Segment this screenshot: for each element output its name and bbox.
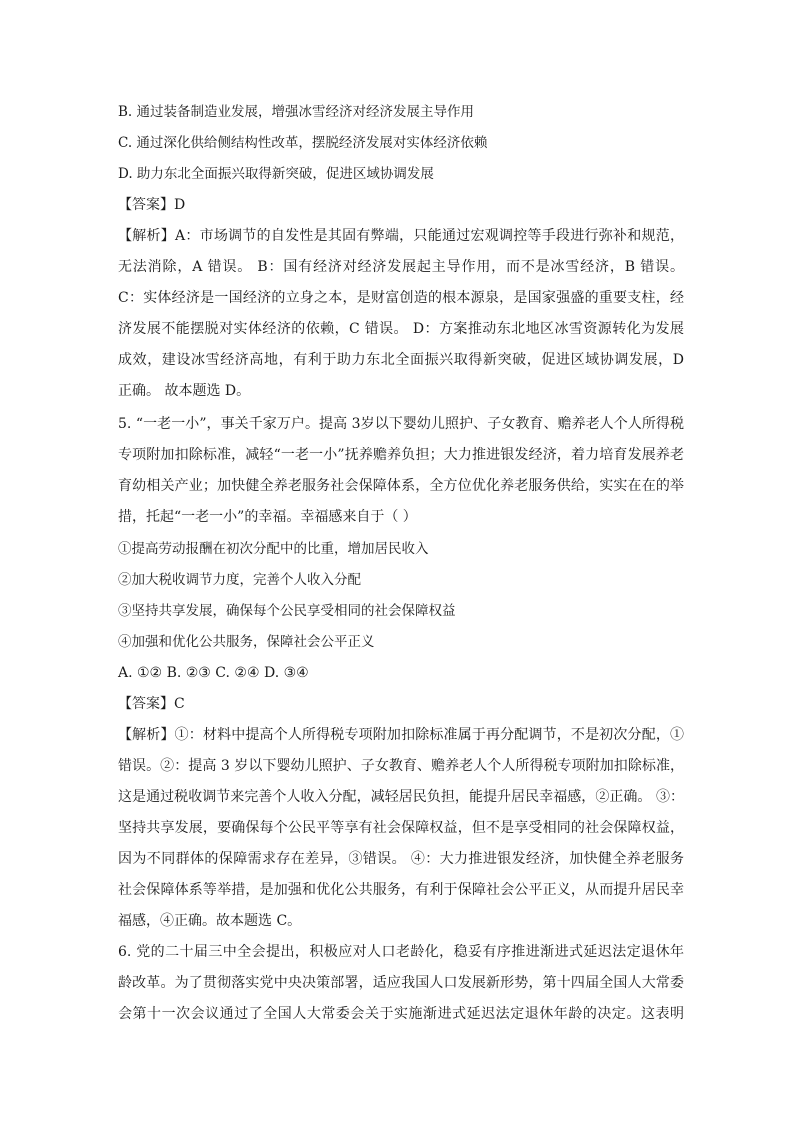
q5-item: ①提高劳动报酬在初次分配中的比重，增加居民收入 bbox=[118, 541, 429, 557]
q6-stem-line: 龄改革。为了贯彻落实党中央决策部署，适应我国人口发展新形势，第十四届全国人大常委 bbox=[118, 975, 684, 991]
q5-item: ③坚持共享发展，确保每个公民享受相同的社会保障权益 bbox=[118, 603, 456, 619]
q5-analysis-line: 这是通过税收调节来完善个人收入分配，减轻居民负担，能提升居民幸福感，②正确。 ③： bbox=[118, 789, 684, 805]
q4-analysis-line: C：实体经济是一国经济的立身之本，是财富创造的根本源泉，是国家强盛的重要支柱，经 bbox=[118, 290, 684, 306]
q5-choices: A. ①② B. ②③ C. ②④ D. ③④ bbox=[118, 665, 309, 681]
q4-option-b: B. 通过装备制造业发展，增强冰雪经济对经济发展主导作用 bbox=[118, 104, 475, 120]
q5-analysis-line: 错误。②：提高 3 岁以下婴幼儿照护、子女教育、赡养老人个人所得税专项附加扣除标准， bbox=[118, 758, 684, 774]
q4-option-c: C. 通过深化供给侧结构性改革，摆脱经济发展对实体经济依赖 bbox=[118, 135, 488, 151]
q5-analysis-line: 因为不同群体的保障需求存在差异，③错误。 ④：大力推进银发经济，加快健全养老服务 bbox=[118, 851, 684, 867]
q5-analysis-line: 【解析】①：材料中提高个人所得税专项附加扣除标准属于再分配调节，不是初次分配，① bbox=[118, 727, 684, 743]
q6-stem-line: 6. 党的二十届三中全会提出，积极应对人口老龄化，稳妥有序推进渐进式延迟法定退休年 bbox=[118, 944, 684, 960]
q5-stem-line: 育幼相关产业；加快健全养老服务社会保障体系，全方位优化养老服务供给，实实在在的举 bbox=[118, 478, 684, 494]
q5-analysis-line: 坚持共享发展，要确保每个公民平等享有社会保障权益，但不是享受相同的社会保障权益， bbox=[118, 820, 684, 836]
q4-analysis-line: 正确。 故本题选 D。 bbox=[118, 383, 251, 399]
q5-stem-line: 措，托起“一老一小”的幸福。幸福感来自于（ ） bbox=[118, 509, 417, 525]
q5-item: ②加大税收调节力度，完善个人收入分配 bbox=[118, 572, 361, 588]
q4-analysis-line: 无法消除，A 错误。 B：国有经济对经济发展起主导作用，而不是冰雪经济，B 错误。 bbox=[118, 259, 684, 275]
q4-answer: 【答案】D bbox=[118, 197, 186, 213]
q5-analysis-line: 福感，④正确。故本题选 C。 bbox=[118, 913, 302, 929]
q5-analysis-line: 社会保障体系等举措，是加强和优化公共服务，有利于保障社会公平正义，从而提升居民幸 bbox=[118, 882, 684, 898]
q5-item: ④加强和优化公共服务，保障社会公平正义 bbox=[118, 634, 375, 650]
q5-stem-line: 5. “一老一小”，事关千家万户。提高 3岁以下婴幼儿照护、子女教育、赡养老人个人所得税 bbox=[118, 416, 684, 432]
q4-option-d: D. 助力东北全面振兴取得新突破，促进区域协调发展 bbox=[118, 166, 434, 182]
q6-stem-line: 会第十一次会议通过了全国人大常委会关于实施渐进式延迟法定退休年龄的决定。这表明 bbox=[118, 1006, 684, 1022]
q5-stem-line: 专项附加扣除标准，减轻“一老一小”抚养赡养负担；大力推进银发经济，着力培育发展养老 bbox=[118, 447, 684, 463]
q4-analysis-line: 济发展不能摆脱对实体经济的依赖，C 错误。 D：方案推动东北地区冰雪资源转化为发展 bbox=[118, 321, 684, 337]
q4-analysis-line: 【解析】A：市场调节的自发性是其固有弊端，只能通过宏观调控等手段进行弥补和规范， bbox=[118, 228, 684, 244]
q4-analysis-line: 成效，建设冰雪经济高地，有利于助力东北全面振兴取得新突破，促进区域协调发展，D bbox=[118, 352, 684, 368]
q5-answer: 【答案】C bbox=[118, 696, 185, 712]
